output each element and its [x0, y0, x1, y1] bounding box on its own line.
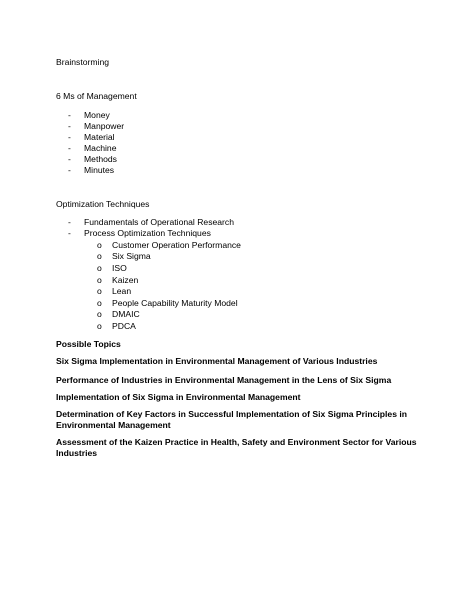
dash-bullet: - [68, 110, 71, 120]
circle-bullet: o [97, 321, 102, 331]
sub-list-item-label: Kaizen [112, 275, 139, 285]
list-item-label: Methods [84, 154, 117, 164]
dash-bullet: - [68, 132, 71, 142]
dash-bullet: - [68, 121, 71, 131]
circle-bullet: o [97, 263, 102, 273]
list-item-label: Minutes [84, 165, 115, 175]
circle-bullet: o [97, 298, 102, 308]
circle-bullet: o [97, 275, 102, 285]
topic-item: Implementation of Six Sigma in Environmental Management [56, 392, 301, 402]
list-item-label: Material [84, 132, 115, 142]
circle-bullet: o [97, 309, 102, 319]
sub-list-item-label: ISO [112, 263, 127, 273]
management-heading: 6 Ms of Management [56, 91, 137, 101]
circle-bullet: o [97, 251, 102, 261]
dash-bullet: - [68, 217, 71, 227]
topic-item: Performance of Industries in Environmental Management in the Lens of Six Sigma [56, 375, 392, 385]
list-item-label: Machine [84, 143, 117, 153]
dash-bullet: - [68, 228, 71, 238]
sub-list-item-label: People Capability Maturity Model [112, 298, 238, 308]
list-item-label: Money [84, 110, 110, 120]
circle-bullet: o [97, 240, 102, 250]
brainstorming-heading: Brainstorming [56, 57, 110, 67]
optimization-heading: Optimization Techniques [56, 199, 150, 209]
topic-item: Determination of Key Factors in Successful Implementation of Six Sigma Principles in Environmental Management [56, 409, 407, 430]
sub-list-item-label: DMAIC [112, 309, 140, 319]
sub-list-item-label: Lean [112, 286, 132, 296]
sub-list-item-label: Six Sigma [112, 251, 151, 261]
list-item-label: Manpower [84, 121, 125, 131]
list-item-label: Fundamentals of Operational Research [84, 217, 234, 227]
sub-list-item-label: Customer Operation Performance [112, 240, 241, 250]
possible-topics-heading: Possible Topics [56, 339, 121, 349]
dash-bullet: - [68, 143, 71, 153]
topic-item: Assessment of the Kaizen Practice in Health, Safety and Environment Sector for Various Industries [56, 437, 417, 458]
list-item-label: Process Optimization Techniques [84, 228, 211, 238]
topic-item: Six Sigma Implementation in Environmental Management of Various Industries [56, 356, 378, 366]
dash-bullet: - [68, 154, 71, 164]
dash-bullet: - [68, 165, 71, 175]
circle-bullet: o [97, 286, 102, 296]
sub-list-item-label: PDCA [112, 321, 136, 331]
